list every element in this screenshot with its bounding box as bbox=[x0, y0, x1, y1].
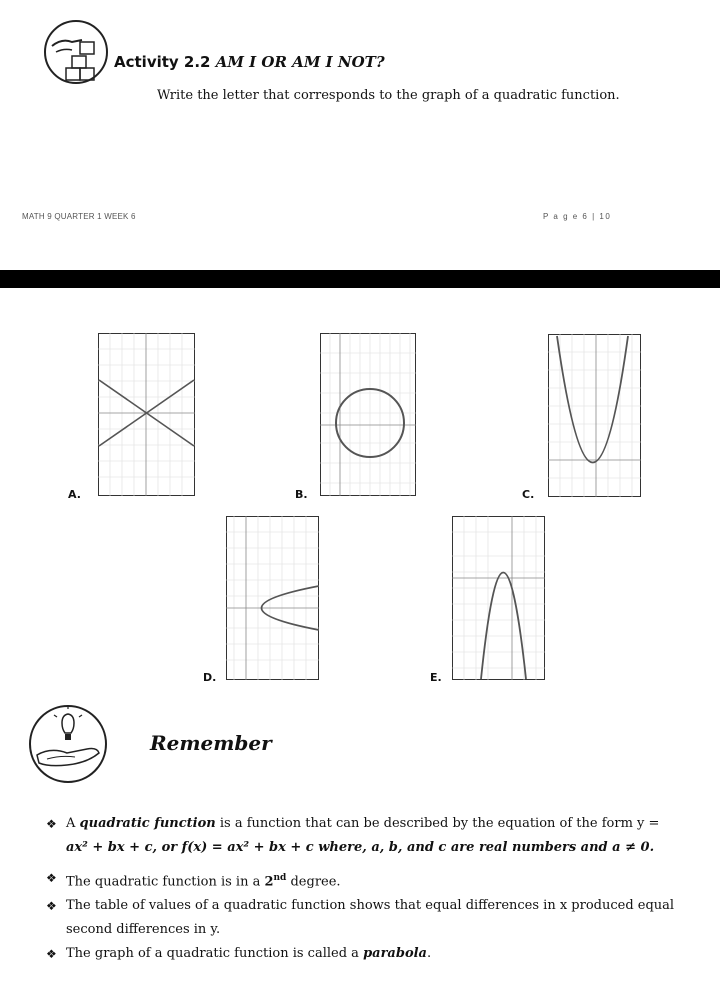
graph-a bbox=[98, 333, 195, 496]
b4-text-b: . bbox=[426, 946, 432, 962]
b2-superscript: nd bbox=[273, 873, 287, 883]
graph-d bbox=[226, 516, 319, 680]
graph-e bbox=[452, 516, 545, 680]
graph-c bbox=[548, 334, 641, 497]
b1-text-b: is a function that can be described by the equation of the form y = bbox=[215, 816, 660, 831]
b2-text-b: degree. bbox=[286, 874, 341, 890]
activity-icon bbox=[42, 18, 112, 88]
graph-e-label: E. bbox=[430, 671, 442, 684]
b1-text-a: A bbox=[66, 816, 80, 831]
remember-icon bbox=[27, 703, 109, 785]
b3-text: The table of values of a quadratic function shows that equal differences in x produced equal second differences in y. bbox=[66, 898, 675, 938]
graph-c-label: C. bbox=[522, 488, 535, 501]
b4-text-a: The graph of a quadratic function is called a bbox=[66, 946, 364, 962]
remember-title: Remember bbox=[150, 731, 272, 755]
activity-title bbox=[114, 53, 385, 71]
b1-equation-line: ax² + bx + c, or f(x) = ax² + bx + c where, a, b, and c are real numbers and a ≠ 0. bbox=[66, 840, 655, 855]
graph-a-label: A. bbox=[68, 488, 81, 501]
graph-d-label: D. bbox=[203, 671, 217, 684]
bullet-table-of-values bbox=[46, 894, 706, 942]
b2-text-a: The quadratic function is in a bbox=[66, 874, 265, 890]
remember-bullets bbox=[46, 812, 706, 966]
bullet-second-degree bbox=[46, 866, 706, 894]
footer-course: MATH 9 QUARTER 1 WEEK 6 bbox=[22, 212, 136, 221]
diamond-bullet-icon: ❖ bbox=[46, 899, 57, 914]
diamond-bullet-icon: ❖ bbox=[46, 871, 57, 885]
activity-name: AM I OR AM I NOT? bbox=[215, 53, 385, 71]
footer-page-number: P a g e 6 | 10 bbox=[543, 212, 612, 221]
b1-term: quadratic function bbox=[79, 816, 216, 831]
page-divider-bar bbox=[0, 270, 720, 288]
b4-term: parabola bbox=[363, 946, 427, 962]
diamond-bullet-icon: ❖ bbox=[46, 817, 57, 831]
graph-b-label: B. bbox=[295, 488, 308, 501]
b2-number: 2 bbox=[264, 874, 274, 890]
bullet-quadratic-definition bbox=[46, 812, 706, 860]
instruction-text: Write the letter that corresponds to the graph of a quadratic function. bbox=[157, 88, 620, 103]
graph-b bbox=[320, 333, 416, 496]
diamond-bullet-icon: ❖ bbox=[46, 947, 57, 962]
bullet-parabola bbox=[46, 942, 706, 966]
activity-label: Activity 2.2 bbox=[114, 53, 211, 71]
